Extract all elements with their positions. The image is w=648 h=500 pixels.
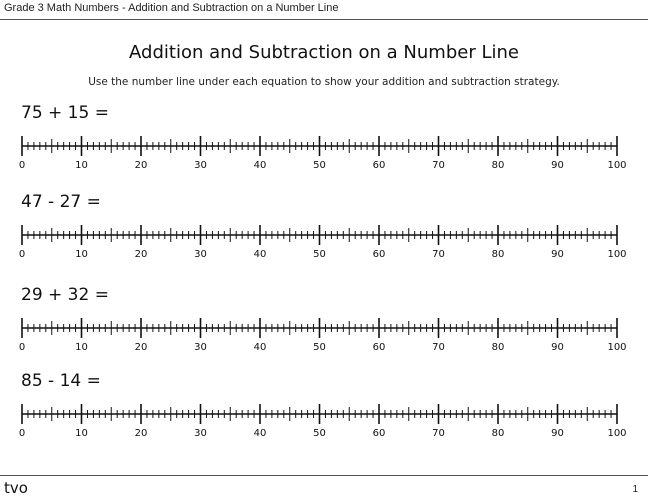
tick-label: 50 (313, 160, 326, 171)
tick-label: 80 (491, 249, 505, 260)
tick-label: 40 (253, 428, 267, 439)
tick-label: 70 (432, 342, 445, 353)
tick-label: 40 (253, 342, 267, 353)
tick-label: 20 (134, 249, 148, 260)
tick-label: 30 (194, 160, 207, 171)
tick-label: 60 (372, 249, 386, 260)
equation: 75 + 15 = (21, 103, 109, 123)
tick-label: 20 (134, 428, 148, 439)
page-number: 1 (632, 484, 638, 495)
tick-label: 10 (75, 249, 88, 260)
tick-label: 90 (551, 428, 564, 439)
tick-label: 30 (194, 342, 207, 353)
problem-1 (0, 103, 648, 183)
tick-label: 100 (607, 342, 627, 353)
tick-label: 70 (432, 249, 445, 260)
problem-2 (0, 192, 648, 272)
tick-label: 10 (75, 342, 88, 353)
tick-label: 50 (313, 249, 326, 260)
tick-label: 0 (18, 249, 26, 260)
tick-label: 20 (134, 342, 148, 353)
page-title: Addition and Subtraction on a Number Line (129, 42, 519, 63)
tick-label: 60 (372, 160, 386, 171)
tick-label: 20 (134, 160, 148, 171)
tick-label: 40 (253, 160, 267, 171)
tick-label: 60 (372, 342, 386, 353)
tick-label: 50 (313, 428, 326, 439)
tick-label: 60 (372, 428, 386, 439)
footer-divider (0, 475, 648, 476)
problem-3 (0, 285, 648, 365)
tick-label: 50 (313, 342, 326, 353)
tick-label: 30 (194, 428, 207, 439)
number-line[interactable] (0, 393, 648, 443)
problem-4 (0, 371, 648, 451)
tick-label: 10 (75, 160, 88, 171)
tick-label: 80 (491, 342, 505, 353)
number-line[interactable] (0, 125, 648, 175)
tick-label: 100 (607, 160, 627, 171)
tick-label: 70 (432, 428, 445, 439)
equation: 85 - 14 = (21, 371, 101, 391)
instruction-text: Use the number line under each equation to show your addition and subtraction strategy. (88, 76, 560, 88)
tick-label: 40 (253, 249, 267, 260)
tick-label: 90 (551, 160, 564, 171)
header-divider (0, 19, 648, 20)
equation: 29 + 32 = (21, 285, 109, 305)
tick-label: 100 (607, 428, 627, 439)
tick-label: 90 (551, 249, 564, 260)
tick-label: 70 (432, 160, 445, 171)
tick-label: 10 (75, 428, 88, 439)
tick-label: 90 (551, 342, 564, 353)
tick-label: 30 (194, 249, 207, 260)
tvo-logo: tvo (4, 479, 28, 497)
number-line[interactable] (0, 307, 648, 357)
tick-label: 100 (607, 249, 627, 260)
equation: 47 - 27 = (21, 192, 101, 212)
tick-label: 0 (18, 428, 26, 439)
tick-label: 80 (491, 428, 505, 439)
document-header-title: Grade 3 Math Numbers - Addition and Subtraction on a Number Line (4, 2, 339, 14)
number-line[interactable] (0, 214, 648, 264)
tick-label: 80 (491, 160, 505, 171)
tick-label: 0 (18, 160, 26, 171)
tick-label: 0 (18, 342, 26, 353)
